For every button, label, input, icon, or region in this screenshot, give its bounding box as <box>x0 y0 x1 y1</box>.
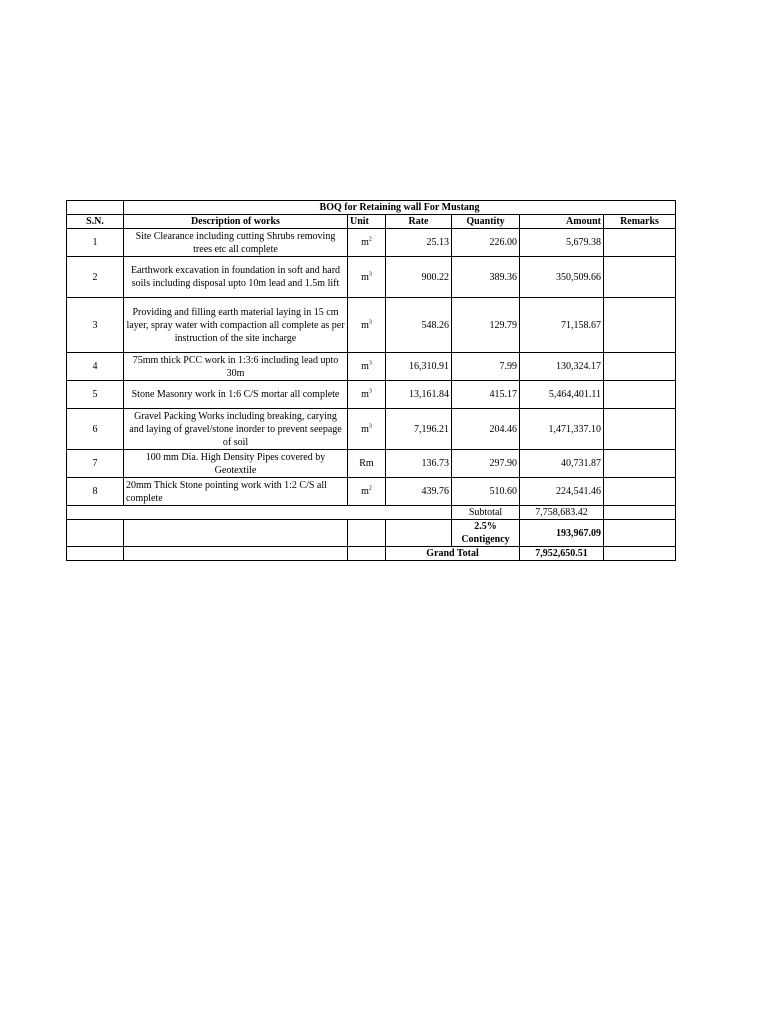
unit-text: m <box>361 319 369 331</box>
grand-total-row <box>67 547 676 561</box>
table-row <box>67 409 676 450</box>
unit-superscript: 3 <box>368 319 372 326</box>
unit-cell <box>348 478 386 506</box>
subtotal-label: Subtotal <box>452 506 520 520</box>
subtotal-row <box>67 506 676 520</box>
unit-text: m <box>361 271 369 283</box>
blank-cell <box>67 201 124 215</box>
unit-text: m <box>361 486 369 497</box>
title-row <box>67 201 676 215</box>
unit-superscript: 3 <box>368 271 372 278</box>
contingency-value: 193,967.09 <box>520 520 604 547</box>
contingency-row <box>67 520 676 547</box>
description-cell: Stone Masonry work in 1:6 C/S mortar all complete <box>124 381 348 409</box>
blank-cell <box>67 547 124 561</box>
unit-text: m <box>361 389 369 400</box>
remarks-cell <box>604 257 676 298</box>
unit-superscript: 3 <box>368 423 372 430</box>
unit-cell <box>348 257 386 298</box>
description-cell: Providing and filling earth material laying in 15 cm layer, spray water with compaction all complete as per instruction of the site incharge <box>124 298 348 353</box>
sn-cell: 2 <box>67 257 124 298</box>
blank-cell <box>348 520 386 547</box>
header-sn: S.N. <box>67 215 124 229</box>
table-row <box>67 298 676 353</box>
sn-cell: 3 <box>67 298 124 353</box>
unit-cell <box>348 298 386 353</box>
remarks-cell <box>604 353 676 381</box>
blank-cell <box>386 520 452 547</box>
remarks-cell <box>604 409 676 450</box>
blank-cell <box>67 520 124 547</box>
contingency-label: 2.5% Contigency <box>452 520 520 547</box>
amount-cell: 5,464,401.11 <box>520 381 604 409</box>
quantity-cell: 389.36 <box>452 257 520 298</box>
quantity-cell: 415.17 <box>452 381 520 409</box>
rate-cell: 25.13 <box>386 229 452 257</box>
unit-superscript: 2 <box>368 485 372 492</box>
table-row <box>67 229 676 257</box>
remarks-cell <box>604 478 676 506</box>
rate-cell: 548.26 <box>386 298 452 353</box>
header-quantity: Quantity <box>452 215 520 229</box>
quantity-cell: 297.90 <box>452 450 520 478</box>
unit-cell <box>348 229 386 257</box>
quantity-cell: 7.99 <box>452 353 520 381</box>
table-title: BOQ for Retaining wall For Mustang <box>124 201 676 215</box>
header-description: Description of works <box>124 215 348 229</box>
description-cell: 100 mm Dia. High Density Pipes covered by Geotextile <box>124 450 348 478</box>
rate-cell: 7,196.21 <box>386 409 452 450</box>
boq-table <box>66 200 676 561</box>
amount-cell: 224,541.46 <box>520 478 604 506</box>
grand-total-value: 7,952,650.51 <box>520 547 604 561</box>
unit-text: m <box>361 423 369 435</box>
remarks-cell <box>604 381 676 409</box>
quantity-cell: 129.79 <box>452 298 520 353</box>
amount-cell: 130,324.17 <box>520 353 604 381</box>
unit-cell <box>348 353 386 381</box>
unit-superscript: 3 <box>368 388 372 395</box>
quantity-cell: 510.60 <box>452 478 520 506</box>
amount-cell: 1,471,337.10 <box>520 409 604 450</box>
header-rate: Rate <box>386 215 452 229</box>
unit-cell <box>348 381 386 409</box>
rate-cell: 13,161.84 <box>386 381 452 409</box>
table-row <box>67 450 676 478</box>
table-row <box>67 478 676 506</box>
sn-cell: 6 <box>67 409 124 450</box>
table-row <box>67 353 676 381</box>
sn-cell: 1 <box>67 229 124 257</box>
quantity-cell: 204.46 <box>452 409 520 450</box>
unit-cell <box>348 409 386 450</box>
unit-text: m <box>361 237 369 248</box>
remarks-cell <box>604 229 676 257</box>
sn-cell: 8 <box>67 478 124 506</box>
unit-text: Rm <box>359 458 374 469</box>
remarks-cell <box>604 547 676 561</box>
unit-superscript: 2 <box>368 236 372 243</box>
amount-cell: 71,158.67 <box>520 298 604 353</box>
blank-cell <box>124 547 348 561</box>
rate-cell: 136.73 <box>386 450 452 478</box>
rate-cell: 900.22 <box>386 257 452 298</box>
description-cell: Earthwork excavation in foundation in soft and hard soils including disposal upto 10m lead and 1.5m lift <box>124 257 348 298</box>
header-remarks: Remarks <box>604 215 676 229</box>
remarks-cell <box>604 520 676 547</box>
quantity-cell: 226.00 <box>452 229 520 257</box>
remarks-cell <box>604 450 676 478</box>
amount-cell: 350,509.66 <box>520 257 604 298</box>
sn-cell: 7 <box>67 450 124 478</box>
description-cell: Gravel Packing Works including breaking, carying and laying of gravel/stone inorder to prevent seepage of soil <box>124 409 348 450</box>
header-unit: Unit <box>348 215 386 229</box>
table-row <box>67 257 676 298</box>
description-cell: 20mm Thick Stone pointing work with 1:2 C/S all complete <box>124 478 348 506</box>
sn-cell: 5 <box>67 381 124 409</box>
remarks-cell <box>604 298 676 353</box>
amount-cell: 40,731.87 <box>520 450 604 478</box>
rate-cell: 16,310.91 <box>386 353 452 381</box>
subtotal-value: 7,758,683.42 <box>520 506 604 520</box>
description-cell: Site Clearance including cutting Shrubs removing trees etc all complete <box>124 229 348 257</box>
unit-text: m <box>361 361 369 372</box>
table-row <box>67 381 676 409</box>
rate-cell: 439.76 <box>386 478 452 506</box>
header-row <box>67 215 676 229</box>
description-cell: 75mm thick PCC work in 1:3:6 including lead upto 30m <box>124 353 348 381</box>
blank-cell <box>348 547 386 561</box>
sn-cell: 4 <box>67 353 124 381</box>
remarks-cell <box>604 506 676 520</box>
amount-cell: 5,679.38 <box>520 229 604 257</box>
unit-cell <box>348 450 386 478</box>
blank-cell <box>124 520 348 547</box>
grand-total-label: Grand Total <box>386 547 520 561</box>
blank-cell <box>67 506 452 520</box>
unit-superscript: 3 <box>368 360 372 367</box>
header-amount: Amount <box>520 215 604 229</box>
